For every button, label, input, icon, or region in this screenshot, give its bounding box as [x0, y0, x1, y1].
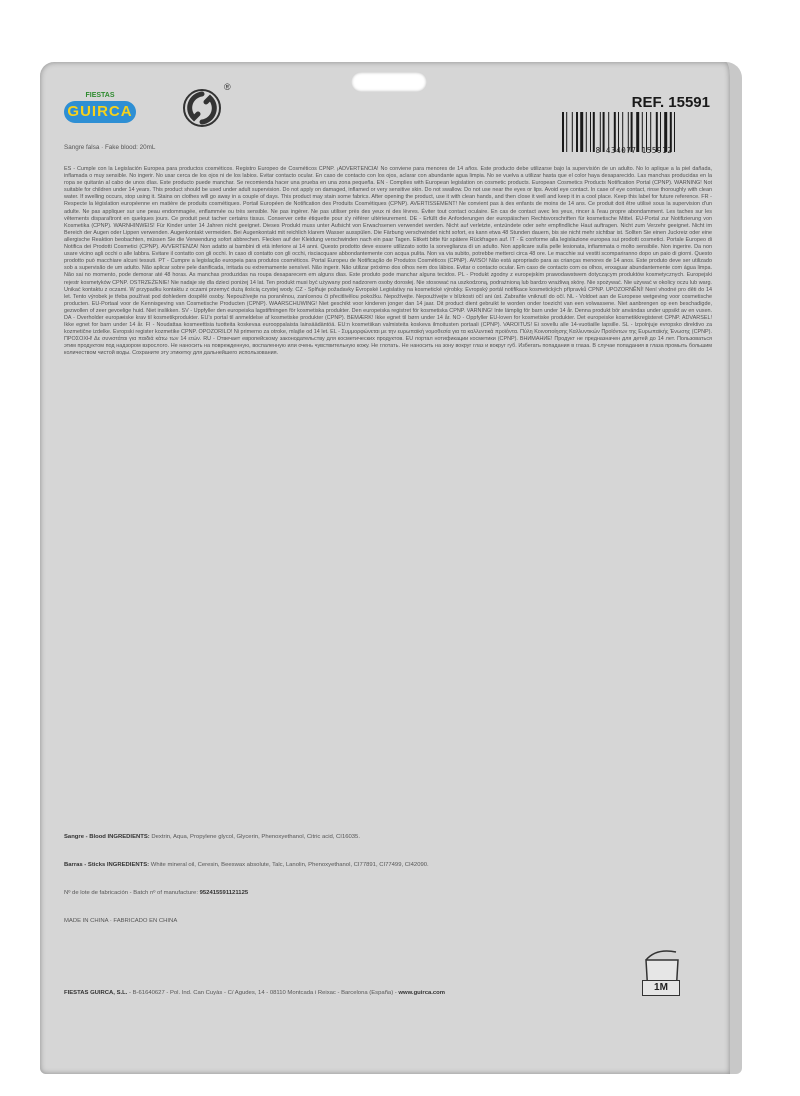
packaging-card	[40, 62, 742, 1074]
company-web: www.guirca.com	[398, 990, 445, 996]
origin-text: MADE IN CHINA · FABRICADO EN CHINA	[64, 918, 178, 924]
hang-hole	[351, 72, 427, 92]
green-dot-recycle-icon	[182, 88, 222, 128]
blood-ingredients-label: Sangre - Blood INGREDIENTS:	[64, 834, 150, 840]
product-blood-volume: Sangre falsa · Fake blood: 20mL	[64, 144, 156, 151]
period-after-opening: 1M	[642, 980, 680, 996]
barcode-number: 8 434077 155912	[595, 146, 673, 155]
brand-logo	[64, 92, 136, 128]
batch-label: Nº de lote de fabricación - Batch nº of manufacture:	[64, 890, 198, 896]
blood-ingredients	[64, 834, 712, 840]
multilingual-warnings: ES - Cumple con la Legislación Europea para productos cosméticos. Registro Europeo de Cosméticos CPNP. ¡ADVERTENCIA! No conviene para menores de 14 años. Este producto debe utilizarse bajo la supervisión de un adulto. No lo aplique a la piel dañada, inflamada o muy sensible. No ingerir. No usar cerca de los ojos ni de los labios. Evitar contacto ocular. En caso de contacto con los ojos, aclarar con abundante agua limpia. No se vuelva a utilizar hasta que el color haya desaparecido. Las manchas producidas en la ropa se quitarán al cabo de unos días. Este producto puede manchar. Se recomienda hacer una prueba en una zona pequeña. EN - Complies with European legislation on cosmetic products. European Cosmetics Products Notification Portal (CPNP). WARNING! Not suitable for children under 14 years. This product should be used under adult supervision. Do not apply on damaged, inflamed or very sensitive skin. Do not swallow. Do not use near the eyes or lips. Avoid eye contact. In case of eye contact, rinse thoroughly with clean water. If swelling occurs, stop using it. Stains on clothes will go away in a couple of days. This product may stain some fabrics. After opening the product, use it with clean hands, and then close it well and keep it in a cool place. Keep this label for future reference. FR - Respecte la législation européenne en matière de produits cosmétiques. Portail Européen de Notification des Produits Cosmétiques (CPNP). AVERTISSEMENT! Ne convient pas à des enfants de moins de 14 ans. Ce produit doit être utilisé sous la supervision d'un adulte. Ne pas appliquer sur une peau endommagée, enflammée ou très sensible. Ne pas ingérer. Ne pas utiliser près des yeux ni des lèvres. Éviter tout contact oculaire. En cas de contact avec les yeux, rincer à l'eau propre abondamment. Les taches sur les vêtements disparaîtront en quelques jours. Ce produit peut tacher certains tissus. Conserver cette étiquette pour s'y référer ultérieurement. DE - Erfüllt die Anforderungen der europäischen Rechtsvorschriften für kosmetische Mittel. EU-Portal zur Notifizierung von Kosmetika (CPNP). WARNHINWEIS! Für Kinder unter 14 Jahren nicht geeignet. Dieses Produkt muss unter Aufsicht von Erwachsenen verwendet werden. Nicht auf verletzte, entzündete oder sehr empfindliche Haut auftragen. Nicht zum Verzehr geeignet. Nicht im Bereich der Augen oder Lippen verwenden. Augenkontakt vermeiden. Bei Augenkontakt mit reichlich klarem Wasser ausspülen. Die Färbung verschwindet nicht sofort, es kann etwa 48 Stunden dauern, bis sie nicht mehr sichtbar ist. Sollten Sie einen Juckreiz oder eine allergische Reaktion beobachten, müssen Sie die Verwendung sofort abbrechen. Flecken auf der Kleidung verschwinden nach ein paar Tagen. Etikett bitte für spätere Rückfragen auf. IT - È conforme alla legislazione europea sui prodotti cosmetici. Portale Europeo di Notifica dei Prodotti Cosmetici (CPNP). AVVERTENZA! Non adatto ai bambini di età inferiore ai 14 anni. Questo prodotto deve essere utilizzato sotto la sorveglianza di un adulto. Non applicare sulla pelle lesionata, infiammata o molto sensibile. Non ingerire. Da non usare vicino agli occhi o alle labbra. Evitare il contatto con gli occhi. In caso di contatto con gli occhi, risciacquare abbondantemente con acqua pulita. Non va via subito, potrebbe metterci circa 48 ore. Le macchie sui vestiti scompariranno dopo un paio di giorni. Questo prodotto può macchiare alcuni tessuti. PT - Cumpre a legislação europeia para produtos cosméticos. Portal Europeu de Notificação de Produtos Cosméticos (CPNP). AVISO! Não está apropriado para as crianças menores de 14 anos. Este produto deve ser utilizado sob a supervisão de um adulto. Não aplicar sobre pele danificada, irritada ou extremamente sensível. Não ingerir. Não utilizar próximo dos olhos nem dos lábios. Evitar o contacto ocular. Em caso de contacto com os olhos, enxaguar abundantemente com água limpa. Não sai no momento, pode demorar até 48 horas. As manchas produzidas na roupa desaparecem em alguns dias. Este produto pode manchar alguns tecidos. PL - Produkt zgodny z europejskim prawodawstwem dotyczącym produktów kosmetycznych. Europejski rejestr kosmetyków CPNP. OSTRZEŻENIE! Nie nadaje się dla dzieci poniżej 14 lat. Ten produkt musi być używany pod nadzorem osoby dorosłej. Nie stosować na uszkodzoną, podrażnioną lub bardzo wrażliwą skórę. Nie spożywać. Nie używać w okolicy oczu lub warg. Unikać kontaktu z oczami. W przypadku kontaktu z oczami przemyć dużą ilością czystej wody. CZ - Splňuje požadavky Evropské Legislativy na kosmetické výrobky. Evropský portál notifikace kosmetických přípravků CPNP. UPOZORNĚNÍ! Není vhodné pro děti do 14 let. Tento výrobek je třeba používat pod dohledem dospělé osoby. Nepoužívejte na poraněnou, zanícenou či přecitlivělou pokožku. Nepožívejte. Nepoužívejte v blízkosti očí ani úst. Zabraňte vniknutí do očí. NL - Voldoet aan de Europese wetgeving voor cosmetische producten. EU-Portaal voor de Kennisgeving van Cosmetische Producten (CPNP). WAARSCHUWING! Niet geschikt voor kinderen jonger dan 14 jaar. Dit product dient gebruikt te worden onder toezicht van een volwassene. Niet aanbrengen op een beschadigde, gezwollen of zeer gevoelige huid. Niet inslikken. SV - Uppfyller den europeiska lagstiftningen för kosmetiska produkter. Den europeiska registret för kosmetiska CPNP. VARNING! Inte lämplig för barn under 14 år. Denna produkt bör användas under uppsikt av en vuxen. DA - Overholder europæiske krav til kosmetikprodukter. EU's portal til anmeldelse af kosmetiske produkter (CPNP). BEMÆRK! Ikke egnet til børn under 14 år. NO - Oppfyller EU-loven for kosmetiske produkter. Det europeiske kosmetikkregisteret CPNP. ADVARSEL! Ikke egnet for barn under 14 år. FI - Noudattaa kosmeettisia tuotteita koskevaa eurooppalaista lainsäädäntöä. EU:n kosmetiikan valmisteita koskeva ilmoitusten portaali (CPNP). VAROITUS! Ei sovellu alle 14-vuotiaille lapsille. SL - Izpolnjuje evropsko direktivo za kozmetične izdelke. Evropski register kozmetike CPNP. OPOZORILO! Ni primerno za otroke, mlajše od 14 let. EL - Συμμορφώνεται με την ευρωπαϊκή νομοθεσία για τα καλλυντικά προϊόντα. Πύλη Κοινοποίησης Καλλυντικών Προϊόντων της Ευρωπαϊκής Ένωσης (CPNP). ΠΡΟΣΟΧΗ! Δε συνιστάται για παιδιά κάτω των 14 ετών. RU - Отвечает европейскому законодательству для косметических продуктов. EU портал нотификации косметики (CPNP). ВНИМАНИЕ! Продукт не предназначен для детей до 14 лет. Пользоваться этим продуктом под надзором взрослого. Не наносить на поврежденную, воспаленную или очень чувствительную кожу. Не глотать. Не наносить на зону вокруг глаз и вокруг губ. Избегать попадания в глаза. В случае попадания в глаза промыть большим количеством чистой воды. Сохраните эту этикетку для дальнейшего использования.	[64, 166, 712, 357]
company-info	[64, 990, 624, 996]
blood-ingredients-list: Dextrin, Aqua, Propylene glycol, Glycerin, Phenoxyethanol, Citric acid, CI16035.	[151, 834, 360, 840]
registered-mark: ®	[224, 82, 231, 92]
batch-info	[64, 890, 712, 896]
reference-number: REF. 15591	[631, 94, 710, 111]
brand-logo-top: FIESTAS	[85, 92, 115, 99]
sticks-ingredients	[64, 862, 712, 868]
batch-number: 952415591121125	[199, 890, 249, 896]
company-name: FIESTAS GUIRCA, S.L.	[64, 990, 128, 996]
brand-logo-name: GUIRCA	[64, 101, 136, 123]
sticks-ingredients-label: Barras - Sticks INGREDIENTS:	[64, 862, 150, 868]
company-address: - B-61640627 - Pol. Ind. Can Cuyàs - C/ Agudes, 14 - 08110 Montcada i Reixac - Barcelona (España) -	[129, 990, 397, 996]
sticks-ingredients-list: White mineral oil, Ceresin, Beeswax absolute, Talc, Lanolin, Phenoxyethanol, CI77891, CI77499, CI42090.	[150, 862, 429, 868]
